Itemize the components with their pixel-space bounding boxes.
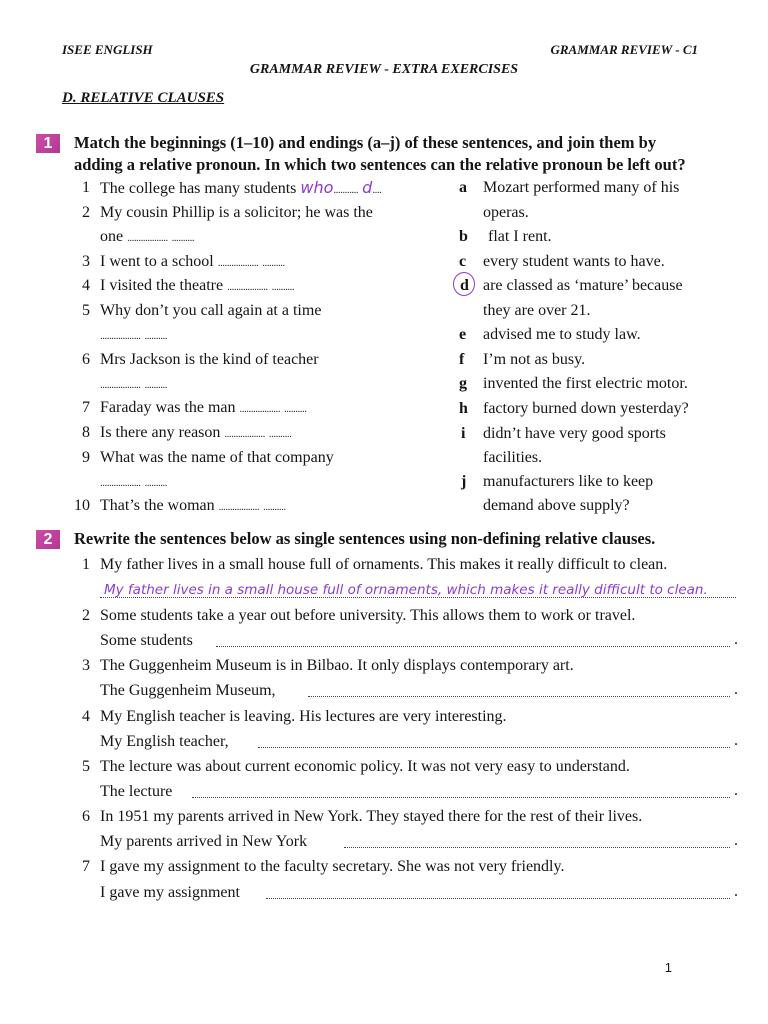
document-title: GRAMMAR REVIEW - EXTRA EXERCISES	[249, 62, 519, 77]
answer-line	[192, 797, 730, 798]
ending-text: didn’t have very good sports	[483, 425, 666, 442]
ending-letter: c	[459, 253, 467, 270]
beginning-text: I went to a school .................. ..........	[100, 253, 285, 270]
ending-text-continued: they are over 21.	[483, 302, 591, 319]
rewrite-sentence: Some students take a year out before university. This allows them to work or travel.	[100, 607, 636, 624]
ending-letter: h	[459, 400, 468, 417]
exercise-2-badge: 2	[36, 530, 60, 549]
answer-line	[308, 696, 730, 697]
ending-letter: g	[459, 375, 467, 392]
ending-letter: f	[459, 351, 465, 368]
beginning-text: That’s the woman .................. ..........	[100, 497, 286, 514]
beginning-text: I visited the theatre .................. ..........	[100, 277, 295, 294]
rewrite-number: 6	[82, 808, 90, 825]
answer-line	[100, 597, 736, 598]
beginning-number: 10	[74, 497, 90, 514]
answer-blank: .................. ..........	[100, 379, 167, 391]
beginning-number: 5	[82, 302, 90, 319]
ending-letter: b	[459, 228, 468, 245]
answer-line	[258, 747, 730, 748]
answer-blank: .................. ..........	[100, 330, 167, 342]
ending-text: manufacturers like to keep	[483, 473, 654, 490]
beginning-text: What was the name of that company	[100, 449, 334, 466]
beginning-number: 9	[82, 449, 90, 466]
rewrite-number: 4	[82, 708, 90, 725]
rewrite-number: 3	[82, 657, 90, 674]
rewrite-sentence: The lecture was about current economic policy. It was not very easy to understand.	[100, 758, 630, 775]
ending-text: advised me to study law.	[483, 326, 641, 343]
rewrite-sentence: My father lives in a small house full of ornaments. This makes it really difficult to clean.	[100, 556, 668, 573]
ending-text: flat I rent.	[488, 228, 552, 245]
rewrite-prompt: My English teacher,	[100, 733, 229, 750]
rewrite-sentence: My English teacher is leaving. His lectures are very interesting.	[100, 708, 507, 725]
beginning-number: 3	[82, 253, 90, 270]
beginning-number: 4	[82, 277, 90, 294]
rewrite-number: 7	[82, 858, 90, 875]
beginning-text: Faraday was the man .................. ..........	[100, 399, 307, 416]
ending-text-continued: demand above supply?	[483, 497, 630, 514]
header-right: GRAMMAR REVIEW - C1	[550, 42, 698, 57]
ending-letter: i	[461, 425, 466, 442]
rewrite-prompt: Some students	[100, 632, 193, 649]
rewrite-prompt: The Guggenheim Museum,	[100, 682, 276, 699]
handwritten-answer: who	[300, 178, 334, 197]
ending-letter: a	[459, 179, 467, 196]
beginning-text-continued: one .................. ..........	[100, 228, 195, 245]
beginning-text: Mrs Jackson is the kind of teacher	[100, 351, 319, 368]
beginning-number: 8	[82, 424, 90, 441]
ending-text-continued: facilities.	[483, 449, 543, 466]
handwritten-answer: My father lives in a small house full of ornaments, which makes it really difficult to clean.	[104, 582, 708, 598]
exercise-2-instruction: Rewrite the sentences below as single sentences using non-defining relative clauses.	[74, 529, 656, 548]
header-left: ISEE ENGLISH	[62, 42, 153, 57]
exercise-1-instruction-line-2: adding a relative pronoun. In which two sentences can the relative pronoun be left out?	[74, 155, 686, 174]
ending-text: every student wants to have.	[483, 253, 665, 270]
exercise-1-badge: 1	[36, 134, 60, 153]
ending-text-continued: operas.	[483, 204, 529, 221]
ending-text: Mozart performed many of his	[483, 179, 680, 196]
answer-blank: .................. ..........	[100, 477, 167, 489]
section-heading: D. RELATIVE CLAUSES	[62, 90, 225, 106]
ending-text: are classed as ‘mature’ because	[483, 277, 683, 294]
rewrite-prompt: I gave my assignment	[100, 884, 240, 901]
beginning-text: My cousin Phillip is a solicitor; he was the	[100, 204, 373, 221]
answer-line	[266, 898, 730, 899]
rewrite-number: 2	[82, 607, 90, 624]
rewrite-number: 1	[82, 556, 90, 573]
rewrite-number: 5	[82, 758, 90, 775]
ending-text: factory burned down yesterday?	[483, 400, 689, 417]
ending-text: invented the first electric motor.	[483, 375, 688, 392]
beginning-text: Is there any reason .................. ..........	[100, 424, 292, 441]
ending-letter: e	[459, 326, 467, 343]
page-number: 1	[664, 960, 672, 975]
beginning-text: Why don’t you call again at a time	[100, 302, 322, 319]
rewrite-prompt: The lecture	[100, 783, 173, 800]
exercise-1-instruction-line-1: Match the beginnings (1–10) and endings (a–j) of these sentences, and join them by	[74, 133, 657, 152]
answer-line	[344, 847, 730, 848]
ending-text: I’m not as busy.	[483, 351, 586, 368]
rewrite-prompt: My parents arrived in New York	[100, 833, 308, 850]
ending-letter: d	[460, 277, 469, 294]
beginning-number: 7	[82, 399, 90, 416]
handwritten-answer-letter: d	[362, 178, 373, 197]
beginning-text: The college has many students who........... d....	[100, 178, 382, 197]
ending-letter: j	[461, 473, 467, 490]
rewrite-sentence: I gave my assignment to the faculty secretary. She was not very friendly.	[100, 858, 565, 875]
rewrite-sentence: In 1951 my parents arrived in New York. They stayed there for the rest of their lives.	[100, 808, 643, 825]
beginning-number: 1	[82, 179, 90, 196]
rewrite-sentence: The Guggenheim Museum is in Bilbao. It only displays contemporary art.	[100, 657, 574, 674]
answer-line	[216, 646, 730, 647]
beginning-number: 6	[82, 351, 90, 368]
beginning-number: 2	[82, 204, 90, 221]
